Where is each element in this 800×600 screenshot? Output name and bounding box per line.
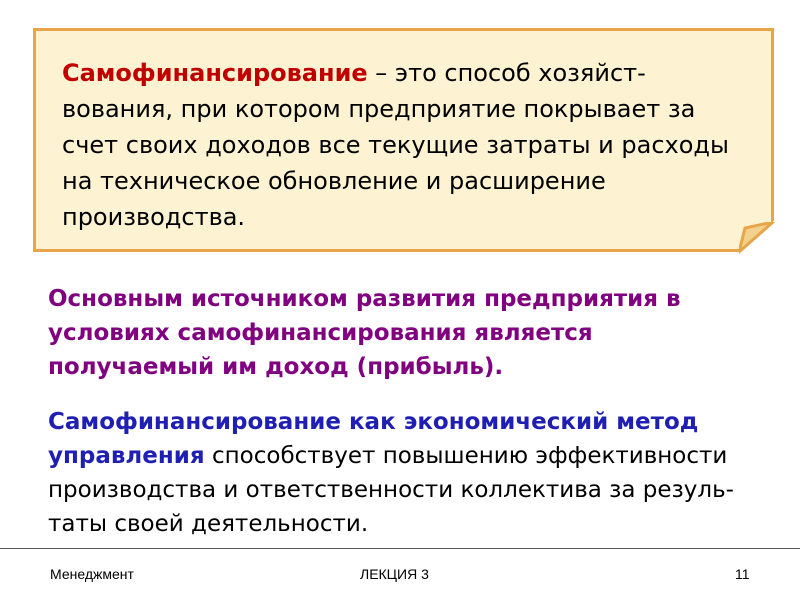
source-line-3: получаемый им доход (прибыль).: [48, 354, 504, 380]
definition-line-5: производства.: [62, 203, 246, 231]
method-statement: [48, 405, 778, 541]
method-line-2-rest: способствует повышению эффективности: [204, 443, 728, 469]
method-line-3: производства и ответственности коллектива за резуль-: [48, 477, 734, 503]
definition-text: [62, 55, 762, 235]
footer-lecture: ЛЕКЦИЯ 3: [360, 566, 429, 582]
definition-line-4: на техническое обновление и расширение: [62, 167, 606, 195]
method-line-2-bold: управления: [48, 443, 205, 469]
definition-line-3: счет своих доходов все текущие затраты и расходы: [62, 131, 729, 159]
definition-term: Самофинансирование: [62, 59, 368, 87]
method-line-1: Самофинансирование как экономический метод: [48, 409, 699, 435]
method-line-4: таты своей деятельности.: [48, 511, 369, 537]
definition-line-2: вования, при котором предприятие покрывает за: [62, 95, 696, 123]
footer-divider: [0, 548, 800, 549]
definition-line-1: – это способ хозяйст-: [367, 59, 646, 87]
footer-page-number: 11: [735, 566, 750, 582]
source-line-2: условиях самофинансирования является: [48, 320, 593, 346]
source-line-1: Основным источником развития предприятия в: [48, 286, 681, 312]
source-statement: [48, 282, 778, 384]
footer-course: Менеджмент: [50, 566, 134, 582]
